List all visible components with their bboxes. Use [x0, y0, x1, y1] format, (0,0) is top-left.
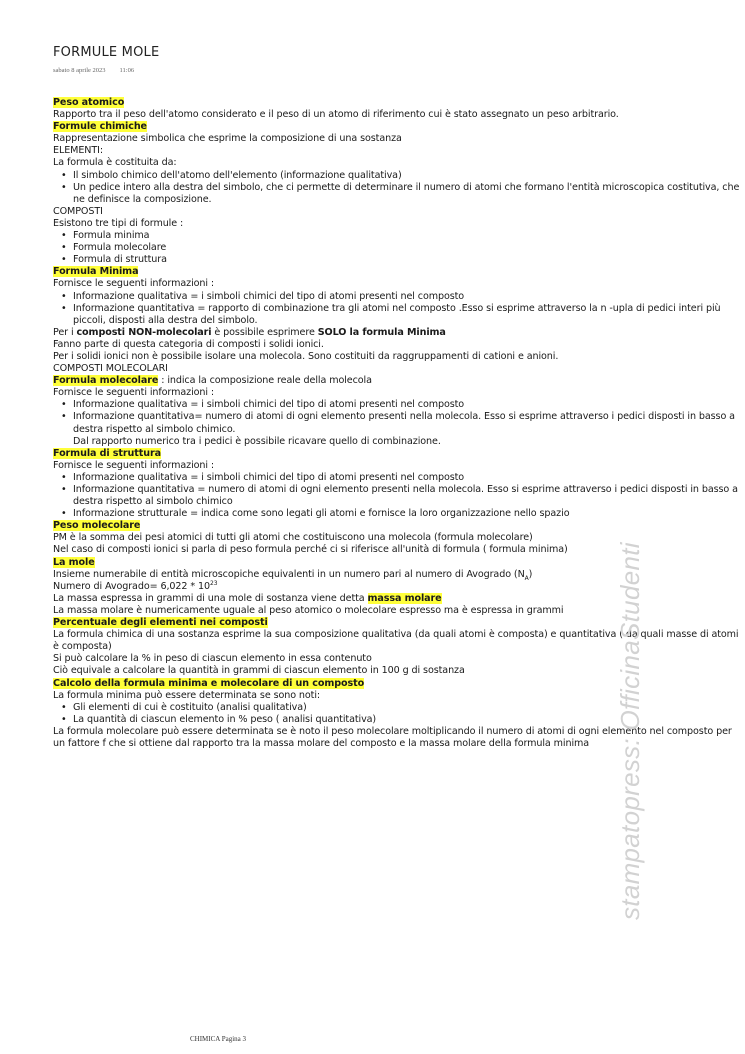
bold-run: SOLO la formula Minima: [317, 326, 446, 338]
page-meta: [53, 67, 134, 74]
text-line: Si può calcolare la % in peso di ciascun elemento in essa contenuto: [53, 653, 372, 665]
list-item: • Gli elementi di cui è costituito (analisi qualitativa): [53, 702, 741, 714]
text-line: Nel caso di composti ionici si parla di peso formula perché ci si riferisce all'unità di formula ( formula minima): [53, 544, 568, 556]
text-line: La formula molecolare può essere determinata se è noto il peso molecolare moltiplicando il numero di atomi di ogni elemento nel composto per un fattore f che si ottiene dal rapporto tra la massa molare del composto e la massa molare della formula minima: [53, 725, 732, 749]
page-title: FORMULE MOLE: [53, 45, 160, 60]
text-line: COMPOSTI MOLECOLARI: [53, 363, 168, 375]
list-item: • Informazione strutturale = indica come sono legati gli atomi e fornisce la loro organizzazione nello spazio: [53, 508, 741, 520]
text-line: COMPOSTI: [53, 205, 103, 217]
heading-peso-atomico: Peso atomico: [53, 97, 125, 108]
watermark: stampatopress: OfficinaStudenti: [615, 542, 645, 920]
text-line: Ciò equivale a calcolare la quantità in grammi di ciascun elemento in 100 g di sostanza: [53, 665, 465, 677]
text-run: : indica la composizione reale della molecola: [158, 375, 372, 387]
list-item: • Informazione quantitativa = rapporto di combinazione tra gli atomi nel composto .Esso si esprime attraverso la n -upla di pedici interi più piccoli, disposti alla destra del simbolo.: [53, 303, 741, 327]
text-line: [53, 327, 741, 339]
text-line: Rappresentazione simbolica che esprime la composizione di una sostanza: [53, 133, 402, 145]
text-line: Esistono tre tipi di formule :: [53, 217, 184, 229]
text-line: La formula minima può essere determinata se sono noti:: [53, 689, 321, 701]
list-item: • Formula molecolare: [53, 242, 741, 254]
bold-run: composti NON-molecolari: [76, 326, 212, 338]
text-run: Insieme numerabile di entità microscopiche equivalenti in un numero pari al numero di Avogrado (N: [53, 568, 525, 580]
subscript: A: [524, 574, 529, 582]
text-line: Per i solidi ionici non è possibile isolare una molecola. Sono costituiti da raggruppamenti di cationi e anioni.: [53, 350, 559, 362]
list-item: • Informazione qualitativa = i simboli chimici del tipo di atomi presenti nel composto: [53, 472, 741, 484]
heading-formule-chimiche: Formule chimiche: [53, 121, 147, 133]
text-line: Fanno parte di questa categoria di composti i solidi ionici.: [53, 338, 324, 350]
superscript: 23: [210, 579, 218, 587]
text-run: Per i: [53, 326, 77, 338]
text-run: è possibile esprimere: [211, 326, 318, 338]
heading-formula-struttura: Formula di struttura: [53, 447, 161, 459]
text-line: ELEMENTI:: [53, 145, 104, 157]
heading-la-mole: La mole: [53, 556, 95, 568]
heading-percentuale: Percentuale degli elementi nei composti: [53, 617, 268, 629]
highlight-massa-molare: massa molare: [367, 592, 442, 604]
heading-formula-minima: Formula Minima: [53, 266, 139, 278]
text-line: Fornisce le seguenti informazioni :: [53, 278, 215, 290]
heading-peso-molecolare: Peso molecolare: [53, 520, 141, 532]
page-date: sabato 8 aprile 2023: [53, 67, 106, 74]
heading-formula-molecolare: Formula molecolare: [53, 375, 159, 387]
page-time: 11:06: [119, 67, 135, 74]
text-line: Fornisce le seguenti informazioni :: [53, 459, 215, 471]
heading-calcolo: Calcolo della formula minima e molecolare di un composto: [53, 677, 365, 689]
text-line: La formula è costituita da:: [53, 157, 177, 169]
list-item: • La quantità di ciascun elemento in % peso ( analisi quantitativa): [53, 714, 741, 726]
text-line: PM è la somma dei pesi atomici di tutti gli atomi che costituiscono una molecola (formula molecolare): [53, 532, 533, 544]
text-line: La formula chimica di una sostanza esprime la sua composizione qualitativa (da quali atomi è composta) e quantitativa ( da quali masse di atomi è composta): [53, 629, 739, 653]
text-line: Fornisce le seguenti informazioni :: [53, 387, 215, 399]
list-item-continuation: Dal rapporto numerico tra i pedici è possibile ricavare quello di combinazione.: [73, 435, 441, 447]
page-footer: CHIMICA Pagina 3: [190, 1035, 246, 1043]
list-item: • Informazione quantitativa = numero di atomi di ogni elemento presenti nella molecola. Esso si esprime attraverso i pedici disposti in basso a destra rispetto al simbolo chimico: [53, 484, 741, 508]
list-item: • Il simbolo chimico dell'atomo dell'elemento (informazione qualitativa): [53, 170, 741, 182]
text-run: Numero di Avogrado= 6,022 * 10: [53, 580, 211, 592]
text-line: La massa molare è numericamente uguale al peso atomico o molecolare espresso ma è espressa in grammi: [53, 604, 564, 616]
list-item: • Un pedice intero alla destra del simbolo, che ci permette di determinare il numero di atomi che formano l'entità microscopica costitutiva, che ne definisce la composizione.: [53, 182, 741, 206]
text-run: La massa espressa in grammi di una mole di sostanza viene detta: [53, 592, 368, 604]
text-line: Rapporto tra il peso dell'atomo considerato e il peso di un atomo di riferimento cui è stato assegnato un peso arbitrario.: [53, 109, 619, 121]
list-item: • Formula minima: [53, 230, 741, 242]
list-item: • Informazione qualitativa = i simboli chimici del tipo di atomi presenti nel composto: [53, 291, 741, 303]
list-item: • Informazione quantitativa= numero di atomi di ogni elemento presenti nella molecola. Esso si esprime attraverso i pedici disposti in basso a destra rispetto al simbolo chimico.: [53, 411, 741, 435]
list-item: • Informazione qualitativa = i simboli chimici del tipo di atomi presenti nel composto: [53, 399, 741, 411]
text-run: ): [528, 568, 533, 580]
list-item: • Formula di struttura: [53, 254, 741, 266]
